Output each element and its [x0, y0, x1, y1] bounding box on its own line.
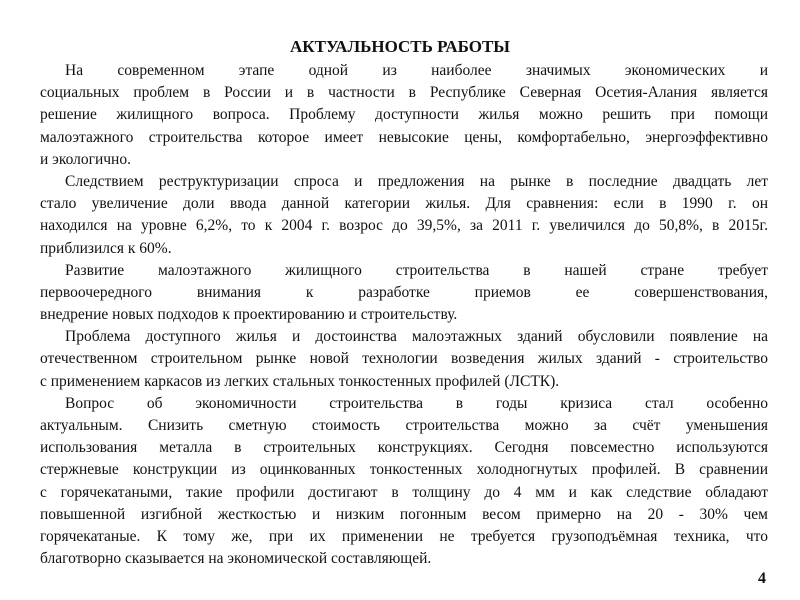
text-line: актуальным. Снизить сметную стоимость строительства можно за счёт уменьшения	[40, 417, 768, 434]
text-line: находился на уровне 6,2%, то к 2004 г. возрос до 39,5%, за 2011 г. увеличился до 50,8%, в 2015г.	[40, 217, 768, 235]
text-line: стало увеличение доли ввода данной категории жилья. Для сравнения: если в 1990 г. он	[40, 195, 768, 213]
text-line: социальных проблем в России и в частности в Республике Северная Осетия-Алания является	[40, 84, 768, 102]
text-line: использования металла в строительных конструкциях. Сегодня повсеместно используются	[40, 439, 768, 457]
text-line: приблизился к 60%.	[40, 239, 172, 257]
text-line: малоэтажного строительства которое имеет невысокие цены, комфортабельно, энергоэффективно	[40, 128, 768, 146]
text-line: горячекатаные. К тому же, при их применении не требуется грузоподъёмная техника, что	[40, 527, 768, 545]
paragraph	[40, 171, 768, 260]
text-line: и экологично.	[40, 150, 131, 168]
text-line: повышенной изгибной жесткостью и низким погонным весом примерно на 20 - 30% чем	[40, 505, 768, 523]
slide-body	[40, 60, 768, 570]
text-line: внедрение новых подходов к проектированию и строительству.	[40, 306, 458, 324]
text-line: с применением каркасов из легких стальных тонкостенных профилей (ЛСТК).	[40, 372, 560, 390]
paragraph	[40, 60, 768, 171]
text-line: Следствием реструктуризации спроса и предложения на рынке в последние двадцать лет	[65, 172, 768, 190]
paragraph	[40, 260, 768, 327]
text-line: с горячекатаными, такие профили достигают в толщину до 4 мм и как следствие обладают	[40, 483, 768, 501]
text-line: первоочередного внимания к разработке приемов ее совершенствования,	[40, 283, 768, 301]
text-line: Развитие малоэтажного жилищного строительства в нашей стране требует	[65, 261, 768, 279]
text-line: стержневые конструкции из оцинкованных тонкостенных холодногнутых профилей. В сравнении	[40, 461, 768, 479]
text-line: решение жилищного вопроса. Проблему доступности жилья можно решить при помощи	[40, 106, 768, 124]
paragraph	[40, 326, 768, 393]
text-line: Проблема доступного жилья и достоинства малоэтажных зданий обусловили появление на	[65, 328, 768, 346]
page-number: 4	[758, 570, 766, 587]
paragraph	[40, 393, 768, 571]
text-line: отечественном строительном рынке новой технологии возведения жилых зданий - строительство	[40, 350, 768, 368]
slide-title: АКТУАЛЬНОСТЬ РАБОТЫ	[290, 37, 510, 56]
text-line: благотворно сказывается на экономической составляющей.	[40, 550, 432, 568]
text-line: На современном этапе одной из наиболее значимых экономических и	[65, 62, 768, 79]
text-line: Вопрос об экономичности строительства в годы кризиса стал особенно	[65, 394, 768, 412]
